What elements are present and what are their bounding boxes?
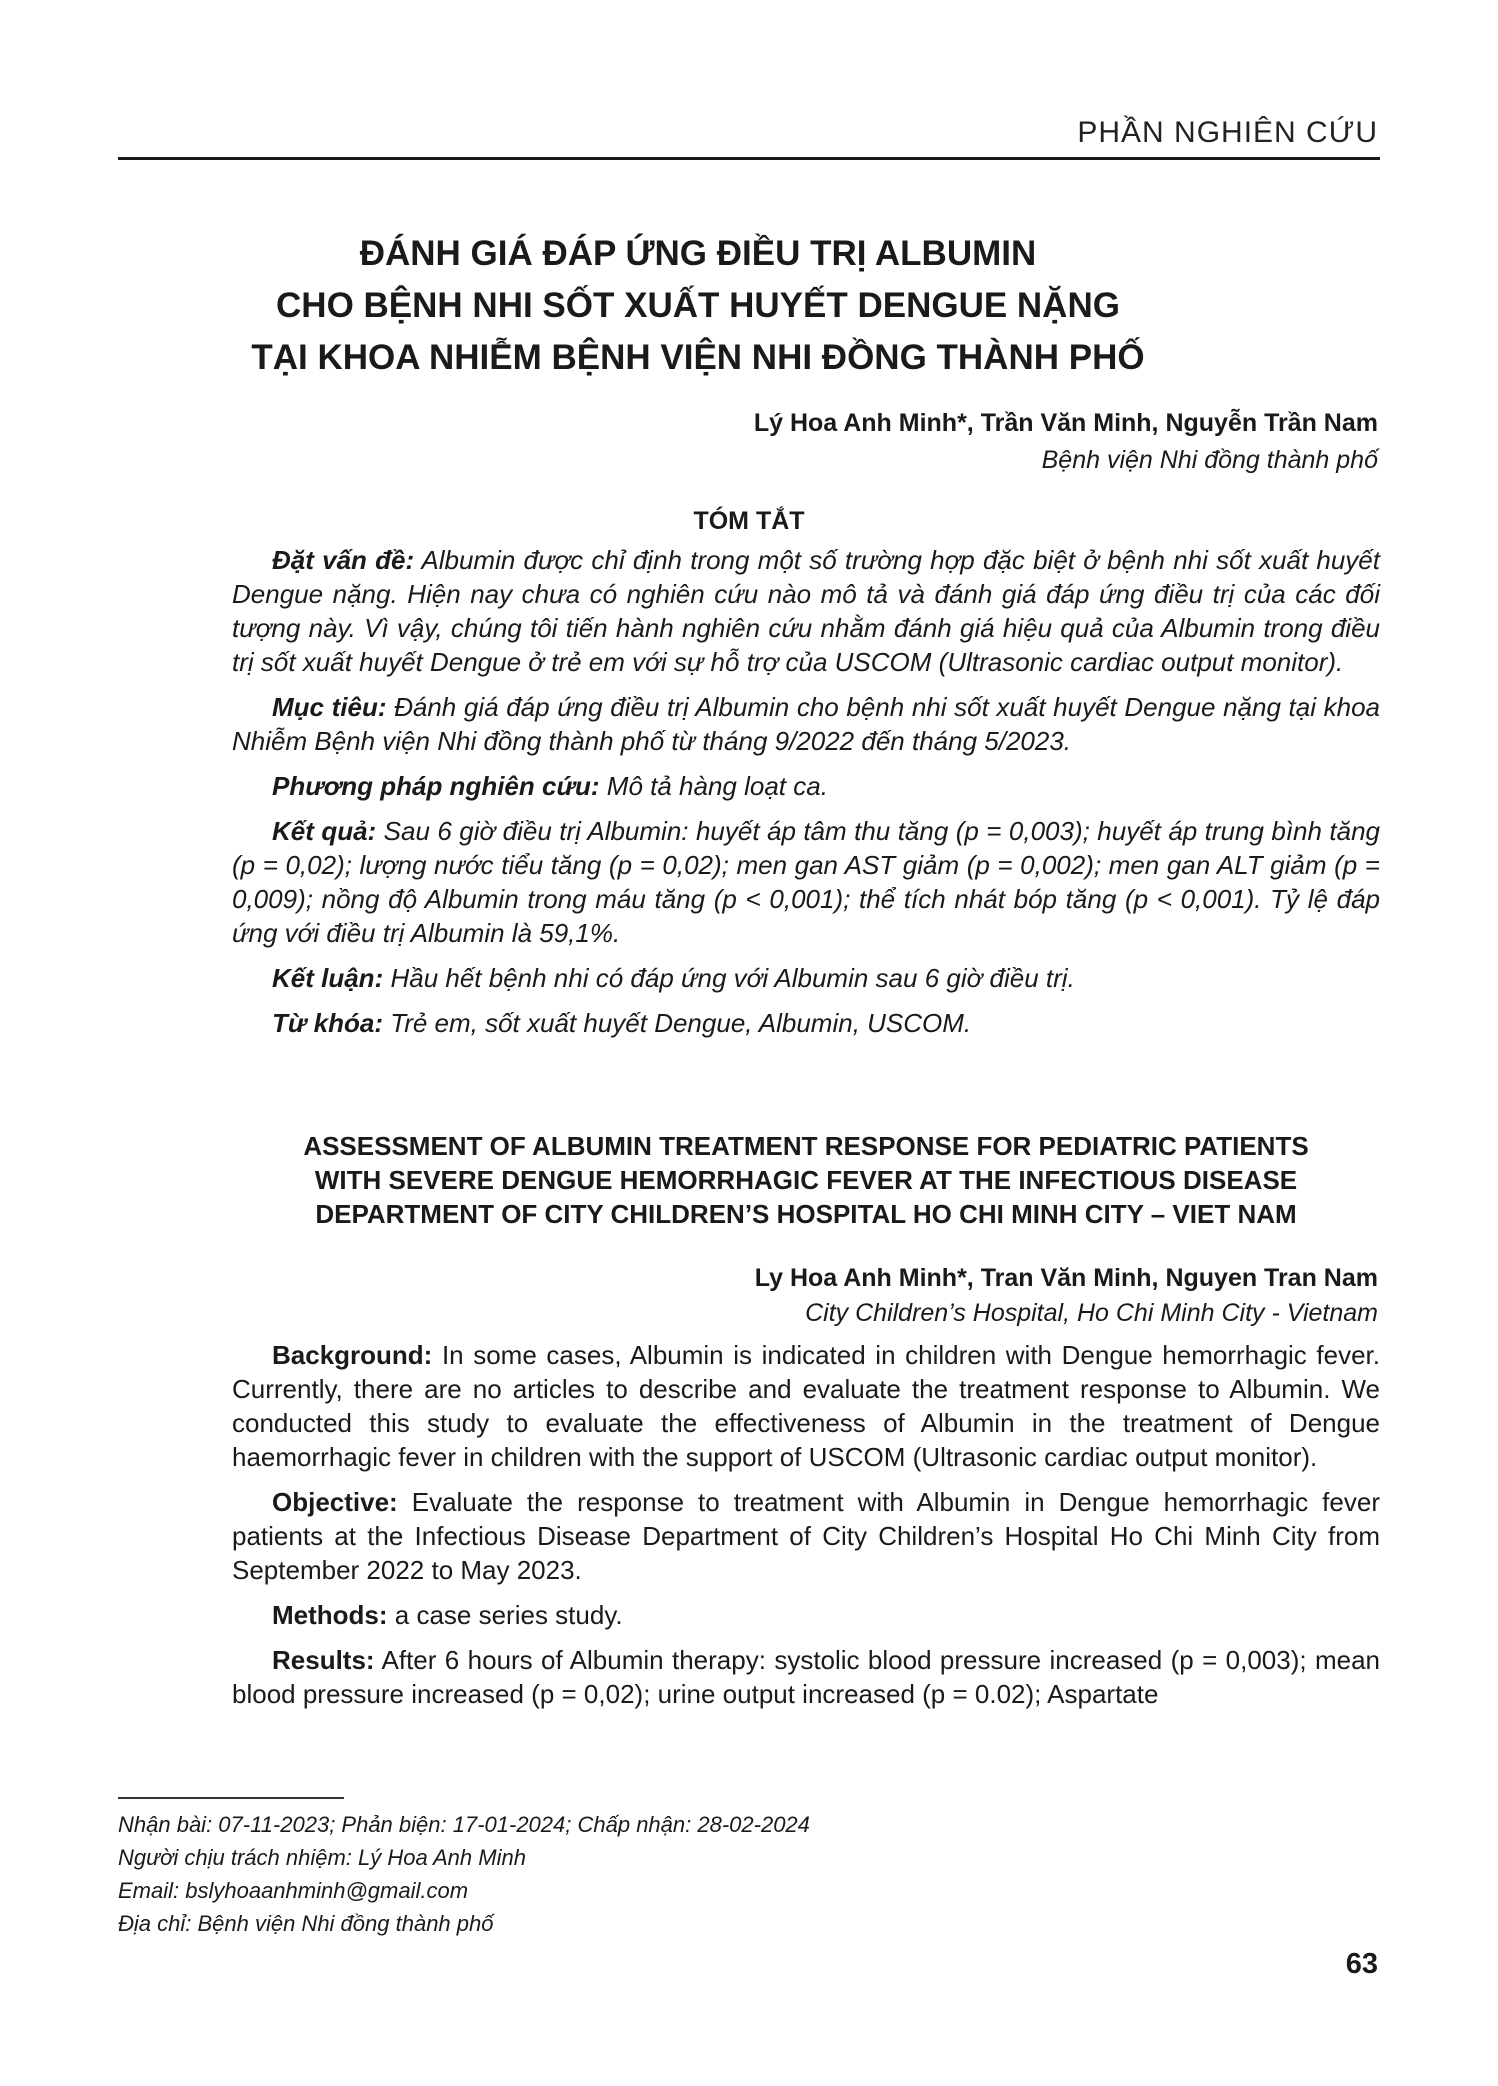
vn-paragraph-text: Hầu hết bệnh nhi có đáp ứng với Albumin sau 6 giờ điều trị. (383, 963, 1075, 993)
vn-paragraph-label: Từ khóa: (272, 1008, 384, 1038)
en-paragraph-text: a case series study. (387, 1600, 623, 1630)
en-paragraph-text: Evaluate the response to treatment with Albumin in Dengue hemorrhagic fever patients at the Infectious Disease Department of City Children’s Hospital Ho Chi Minh City from September 2022 to May 2023. (232, 1487, 1380, 1585)
vn-title (118, 228, 1278, 384)
section-label: PHẦN NGHIÊN CỨU (1077, 116, 1378, 149)
en-title-line: DEPARTMENT OF CITY CHILDREN’S HOSPITAL HO CHI MINH CITY – VIET NAM (315, 1199, 1297, 1229)
footnote-email: Email: bslyhoaanhminh@gmail.com (118, 1878, 469, 1903)
en-paragraph (232, 1598, 1380, 1632)
footnote-received: Nhận bài: 07-11-2023; Phản biện: 17-01-2024; Chấp nhận: 28-02-2024 (118, 1812, 810, 1837)
en-paragraph-label: Results: (272, 1645, 375, 1675)
footnote-corresponding: Người chịu trách nhiệm: Lý Hoa Anh Minh (118, 1845, 526, 1870)
en-paragraph-text: After 6 hours of Albumin therapy: systolic blood pressure increased (p = 0,003); mean blood pressure increased (p = 0,02); urine output increased (p = 0.02); Aspartate (232, 1645, 1380, 1709)
vn-paragraph (232, 543, 1380, 679)
vn-paragraph-label: Mục tiêu: (272, 692, 387, 722)
en-paragraph (232, 1338, 1380, 1474)
en-paragraph (232, 1643, 1380, 1711)
vn-paragraph-text: Trẻ em, sốt xuất huyết Dengue, Albumin, USCOM. (383, 1008, 972, 1038)
en-abstract (232, 1338, 1380, 1722)
vn-paragraph-text: Sau 6 giờ điều trị Albumin: huyết áp tâm thu tăng (p = 0,003); huyết áp trung bình tăng (p = 0,02); lượng nước tiểu tăng (p = 0,02); men gan AST giảm (p = 0,002); men gan ALT giảm (p = 0,009); nồng độ Albumin trong máu tăng (p < 0,001); thể tích nhát bóp tăng (p < 0,001). Tỷ lệ đáp ứng với điều trị Albumin là 59,1%. (232, 816, 1381, 948)
vn-authors: Lý Hoa Anh Minh*, Trần Văn Minh, Nguyễn Trần Nam (753, 409, 1378, 437)
en-paragraph (232, 1485, 1380, 1587)
en-title-line: WITH SEVERE DENGUE HEMORRHAGIC FEVER AT THE INFECTIOUS DISEASE (314, 1165, 1298, 1195)
vn-paragraph-text: Mô tả hàng loạt ca. (599, 771, 828, 801)
page-number: 63 (1345, 1948, 1378, 1980)
vn-paragraph (232, 769, 1380, 803)
vn-title-line: TẠI KHOA NHIỄM BỆNH VIỆN NHI ĐỒNG THÀNH PHỐ (251, 338, 1145, 377)
en-title-line: ASSESSMENT OF ALBUMIN TREATMENT RESPONSE FOR PEDIATRIC PATIENTS (303, 1131, 1309, 1161)
en-authors: Ly Hoa Anh Minh*, Tran Văn Minh, Nguyen Tran Nam (754, 1264, 1378, 1292)
en-paragraph-text: In some cases, Albumin is indicated in children with Dengue hemorrhagic fever. Currently, there are no articles to describe and evaluate the treatment response to Albumin. We conducted this study to evaluate the effectiveness of Albumin in the treatment of Dengue haemorrhagic fever in children with the support of USCOM (Ultrasonic cardiac output monitor). (232, 1340, 1380, 1472)
abstract-heading: TÓM TẮT (693, 507, 805, 535)
vn-title-line: ĐÁNH GIÁ ĐÁP ỨNG ĐIỀU TRỊ ALBUMIN (359, 234, 1037, 273)
vn-paragraph-label: Kết quả: (272, 816, 377, 846)
en-paragraph-label: Methods: (272, 1600, 388, 1630)
vn-paragraph (232, 1006, 1380, 1040)
vn-paragraph-label: Kết luận: (272, 963, 384, 993)
vn-paragraph (232, 690, 1380, 758)
header-rule (118, 157, 1380, 160)
en-title (232, 1129, 1380, 1231)
footnote-address: Địa chỉ: Bệnh viện Nhi đồng thành phố (118, 1911, 494, 1936)
vn-affiliation: Bệnh viện Nhi đồng thành phố (1041, 446, 1378, 474)
vn-title-line: CHO BỆNH NHI SỐT XUẤT HUYẾT DENGUE NẶNG (276, 286, 1120, 325)
vn-paragraph (232, 961, 1380, 995)
footnote-rule (118, 1797, 344, 1799)
en-paragraph-label: Objective: (272, 1487, 398, 1517)
vn-paragraph-label: Đặt vấn đề: (272, 545, 415, 575)
en-paragraph-label: Background: (272, 1340, 433, 1370)
footnotes (118, 1808, 1018, 1940)
vn-paragraph-label: Phương pháp nghiên cứu: (272, 771, 600, 801)
vn-paragraph (232, 814, 1380, 950)
vn-paragraph-text: Đánh giá đáp ứng điều trị Albumin cho bệnh nhi sốt xuất huyết Dengue nặng tại khoa Nhiễm Bệnh viện Nhi đồng thành phố từ tháng 9/2022 đến tháng 5/2023. (232, 692, 1380, 756)
vn-paragraph-text: Albumin được chỉ định trong một số trường hợp đặc biệt ở bệnh nhi sốt xuất huyết Dengue nặng. Hiện nay chưa có nghiên cứu nào mô tả và đánh giá đáp ứng điều trị của các đối tượng này. Vì vậy, chúng tôi tiến hành nghiên cứu nhằm đánh giá hiệu quả của Albumin trong điều trị sốt xuất huyết Dengue ở trẻ em với sự hỗ trợ của USCOM (Ultrasonic cardiac output monitor). (232, 545, 1380, 677)
vn-abstract (232, 543, 1380, 1051)
en-affiliation: City Children’s Hospital, Ho Chi Minh City - Vietnam (805, 1299, 1378, 1327)
